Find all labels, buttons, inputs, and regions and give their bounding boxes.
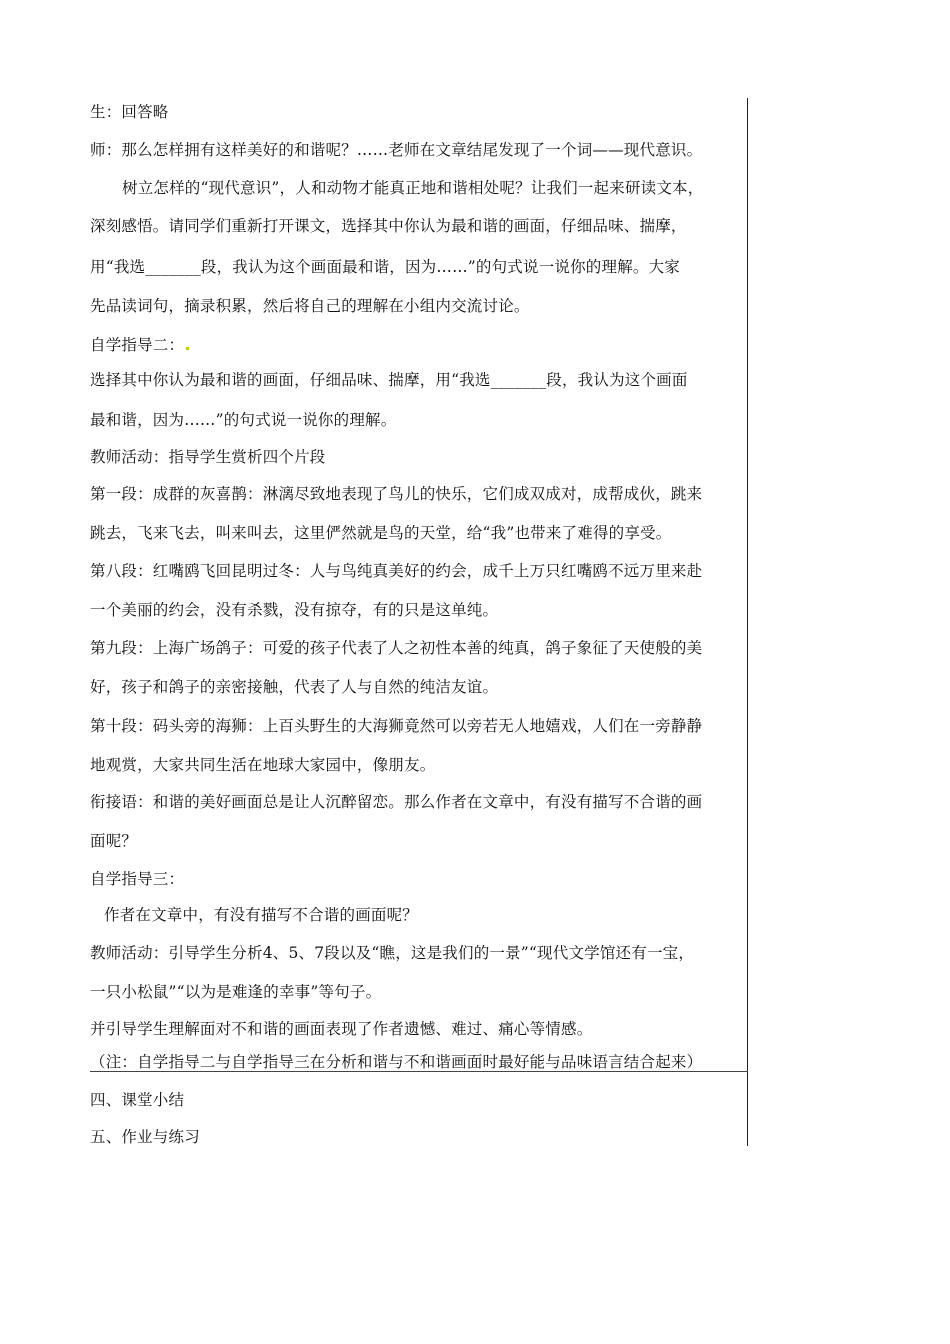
line-teacher-question: 师：那么怎样拥有这样美好的和谐呢？……老师在文章结尾发现了一个词——现代意识。 — [90, 141, 703, 159]
line-paragraph-2: 深刻感悟。请同学们重新打开课文，选择其中你认为最和谐的画面，仔细品味、揣摩， — [90, 217, 687, 235]
line-guide3-1: 作者在文章中，有没有描写不合谐的画面呢？ — [104, 906, 419, 924]
line-section-10a: 第十段：码头旁的海狮：上百头野生的大海狮竟然可以旁若无人地嬉戏，人们在一旁静静 — [90, 717, 703, 735]
line-student-answer: 生：回答略 — [90, 103, 169, 121]
heading-class-summary: 四、课堂小结 — [90, 1091, 185, 1109]
line-paragraph-3: 用“我选_______段，我认为这个画面最和谐，因为……”的句式说一说你的理解。大家 — [90, 258, 681, 276]
line-note: （注：自学指导二与自学指导三在分析和谐与不和谐画面时最好能与品味语言结合起来） — [90, 1053, 703, 1071]
line-teacher-activity-1: 教师活动：指导学生赏析四个片段 — [90, 448, 326, 466]
line-transition-b: 面呢？ — [90, 832, 138, 850]
line-guide2-1: 选择其中你认为最和谐的画面，仔细品味、揣摩，用“我选_______段，我认为这个画面 — [90, 371, 688, 389]
heading-self-study-2: 自学指导二： — [90, 335, 189, 355]
line-section-9a: 第九段：上海广场鸽子：可爱的孩子代表了人之初性本善的纯真，鸽子象征了天使般的美 — [90, 639, 703, 657]
line-paragraph-1: 树立怎样的“现代意识”，人和动物才能真正地和谐相处呢？让我们一起来研读文本， — [122, 179, 704, 197]
line-guide2-2: 最和谐，因为……”的句式说一说你的理解。 — [90, 411, 397, 429]
heading-homework: 五、作业与练习 — [90, 1128, 200, 1146]
line-section-10b: 地观赏，大家共同生活在地球大家园中，像朋友。 — [90, 756, 436, 774]
right-margin-rule — [747, 98, 748, 1146]
line-guide-emotion: 并引导学生理解面对不和谐的画面表现了作者遗憾、难过、痛心等情感。 — [90, 1020, 593, 1038]
line-section-8b: 一个美丽的约会，没有杀戮，没有掠夺，有的只是这单纯。 — [90, 601, 499, 619]
line-teacher-activity-2b: 一只小松鼠”“以为是难逢的幸事”等句子。 — [90, 983, 382, 1001]
line-section-9b: 好，孩子和鸽子的亲密接触，代表了人与自然的纯洁友谊。 — [90, 678, 499, 696]
line-paragraph-4: 先品读词句，摘录积累，然后将自己的理解在小组内交流讨论。 — [90, 297, 530, 315]
line-section-8a: 第八段：红嘴鸥飞回昆明过冬：人与鸟纯真美好的约会，成千上万只红嘴鸥不远万里来赴 — [90, 562, 703, 580]
line-section-1b: 跳去，飞来飞去，叫来叫去，这里俨然就是鸟的天堂，给“我”也带来了难得的享受。 — [90, 524, 672, 542]
line-teacher-activity-2a: 教师活动：引导学生分析4、5、7段以及“瞧，这是我们的一景”“现代文学馆还有一宝， — [90, 944, 695, 962]
line-section-1a: 第一段：成群的灰喜鹊：淋漓尽致地表现了鸟儿的快乐，它们成双成对，成帮成伙，跳来 — [90, 485, 703, 503]
heading-self-study-3: 自学指导三： — [90, 870, 185, 888]
line-transition-a: 衔接语：和谐的美好画面总是让人沉醉留恋。那么作者在文章中，有没有描写不合谐的画 — [90, 793, 703, 811]
